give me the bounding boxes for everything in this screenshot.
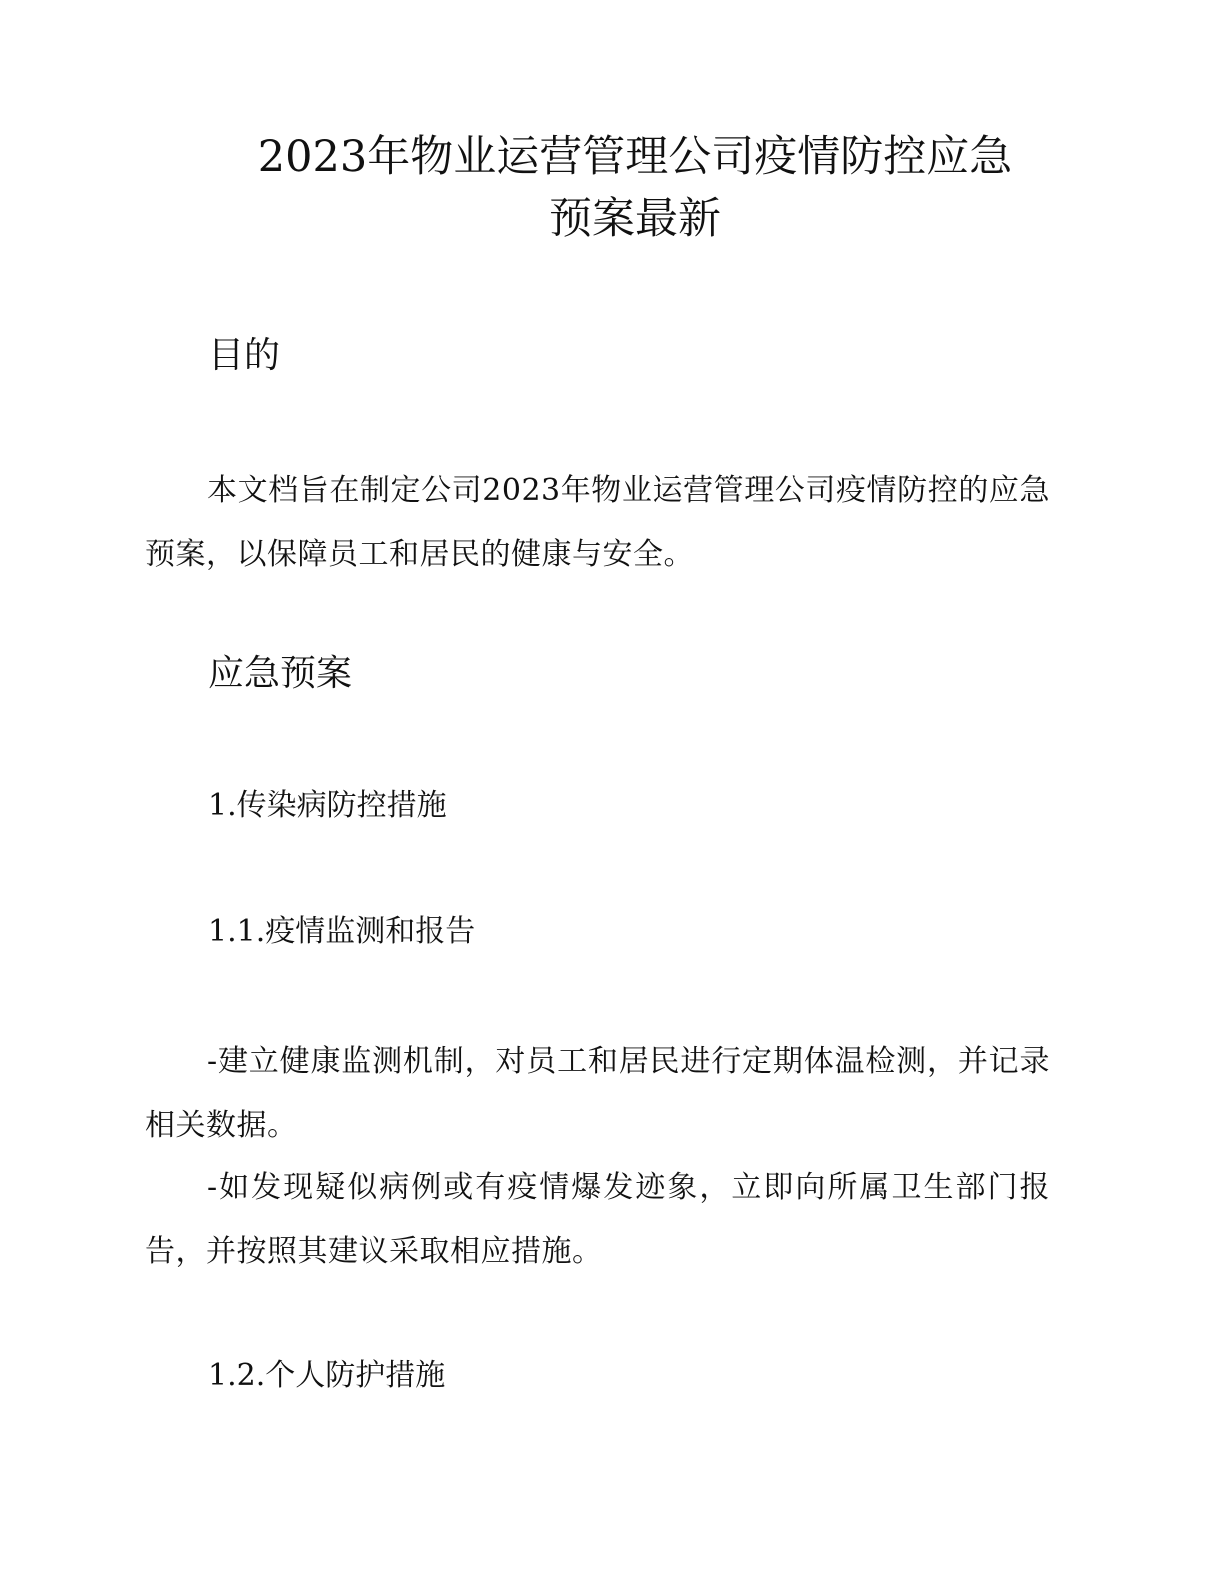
section-heading-purpose: 目的 <box>208 335 281 376</box>
bullet-paragraph-2: -如发现疑似病例或有疫情爆发迹象，立即向所属卫生部门报告，并按照其建议采取相应措施。 <box>145 1170 1050 1269</box>
purpose-paragraph: 本文档旨在制定公司2023年物业运营管理公司疫情防控的应急预案，以保障员工和居民的健康与安全。 <box>145 473 1050 572</box>
title-line-2: 预案最新 <box>549 194 721 244</box>
item-heading-1-2: 1.2.个人防护措施 <box>208 1358 446 1393</box>
item-heading-1-1: 1.1.疫情监测和报告 <box>208 914 476 949</box>
title-line-1: 2023年物业运营管理公司疫情防控应急 <box>257 132 1013 182</box>
item-heading-1: 1.传染病防控措施 <box>208 788 447 823</box>
section-heading-plan: 应急预案 <box>208 653 353 694</box>
document-title <box>140 126 1130 250</box>
bullet-paragraph-1: -建立健康监测机制，对员工和居民进行定期体温检测，并记录相关数据。 <box>145 1044 1050 1143</box>
